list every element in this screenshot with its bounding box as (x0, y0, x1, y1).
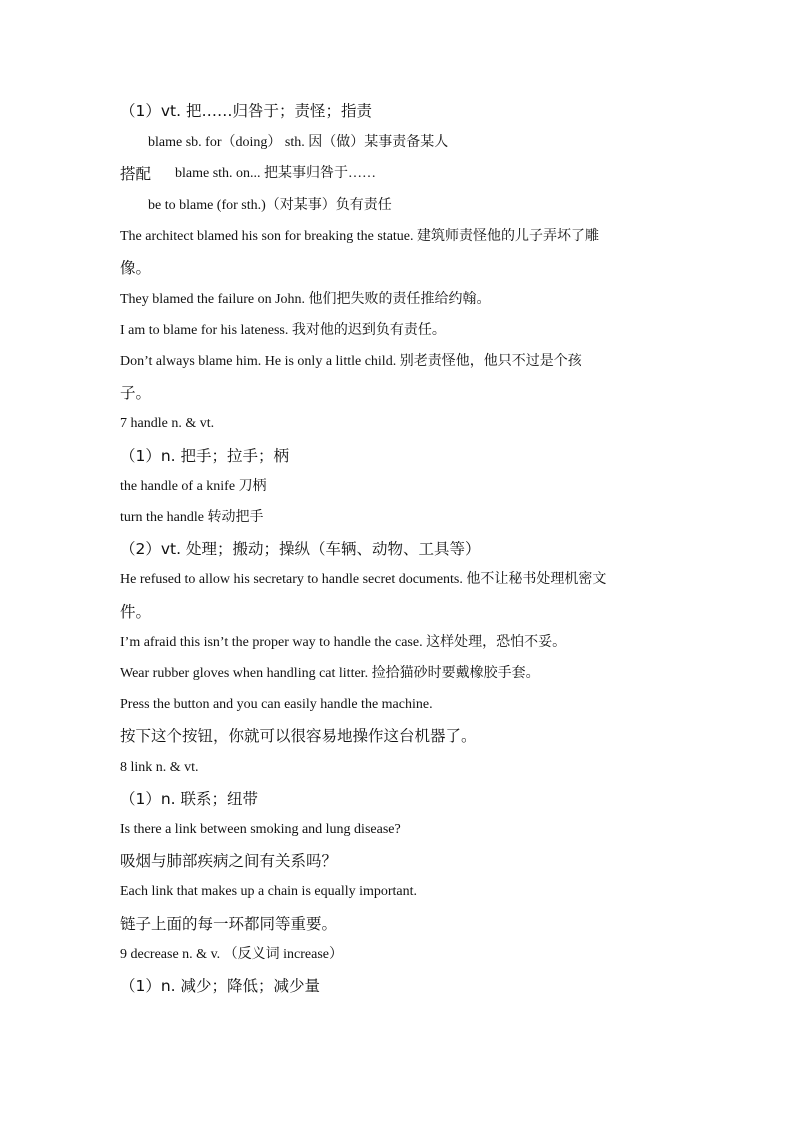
link-example-1: Is there a link between smoking and lung disease? (120, 822, 401, 837)
link-example-2: Each link that makes up a chain is equally important. (120, 884, 418, 899)
handle-example-1-cont: 件。 (120, 603, 152, 621)
link-example-1-translation: 吸烟与肺部疾病之间有关系吗？ (120, 852, 338, 870)
handle-phrase-1: the handle of a knife 刀柄 (120, 479, 267, 494)
blame-example-2: They blamed the failure on John. 他们把失败的责任推给约翰。 (120, 292, 491, 307)
handle-entry-heading: 7 handle n. & vt. (120, 416, 215, 431)
handle-sense-2-heading: （2）vt. 处理；搬动；操纵（车辆、动物、工具等） (120, 540, 481, 558)
blame-sense-1-heading: （1）vt. 把……归咎于；责怪；指责 (120, 102, 372, 120)
blame-example-1-cont: 像。 (120, 259, 152, 277)
decrease-entry-heading: 9 decrease n. & v. （反义词 increase） (120, 947, 344, 962)
handle-example-2: I’m afraid this isn’t the proper way to handle the case. 这样处理，恐怕不妥。 (120, 635, 567, 650)
handle-example-4: Press the button and you can easily handle the machine. (120, 697, 433, 712)
blame-pattern-3: be to blame (for sth.)（对某事）负有责任 (148, 198, 392, 213)
handle-phrase-2: turn the handle 转动把手 (120, 510, 264, 525)
link-sense-1-heading: （1）n. 联系；纽带 (120, 790, 259, 808)
link-entry-heading: 8 link n. & vt. (120, 760, 199, 775)
blame-example-4: Don’t always blame him. He is only a little child. 别老责怪他，他只不过是个孩 (120, 354, 582, 369)
handle-example-1: He refused to allow his secretary to handle secret documents. 他不让秘书处理机密文 (120, 572, 607, 587)
decrease-sense-1-heading: （1）n. 减少；降低；减少量 (120, 977, 321, 995)
handle-example-3: Wear rubber gloves when handling cat litter. 捡拾猫砂时要戴橡胶手套。 (120, 666, 540, 681)
handle-example-4-translation: 按下这个按钮，你就可以很容易地操作这台机器了。 (120, 727, 477, 745)
blame-example-1: The architect blamed his son for breaking the statue. 建筑师责怪他的儿子弄坏了雕 (120, 229, 600, 244)
blame-example-3: I am to blame for his lateness. 我对他的迟到负有责任。 (120, 323, 446, 338)
handle-sense-1-heading: （1）n. 把手；拉手；柄 (120, 447, 290, 465)
blame-pattern-1: blame sb. for（doing） sth. 因（做）某事责备某人 (148, 135, 449, 150)
collocation-label: 搭配 (120, 165, 152, 183)
blame-example-4-cont: 子。 (120, 384, 152, 402)
link-example-2-translation: 链子上面的每一环都同等重要。 (120, 915, 338, 933)
blame-pattern-2: blame sth. on... 把某事归咎于…… (175, 166, 377, 181)
